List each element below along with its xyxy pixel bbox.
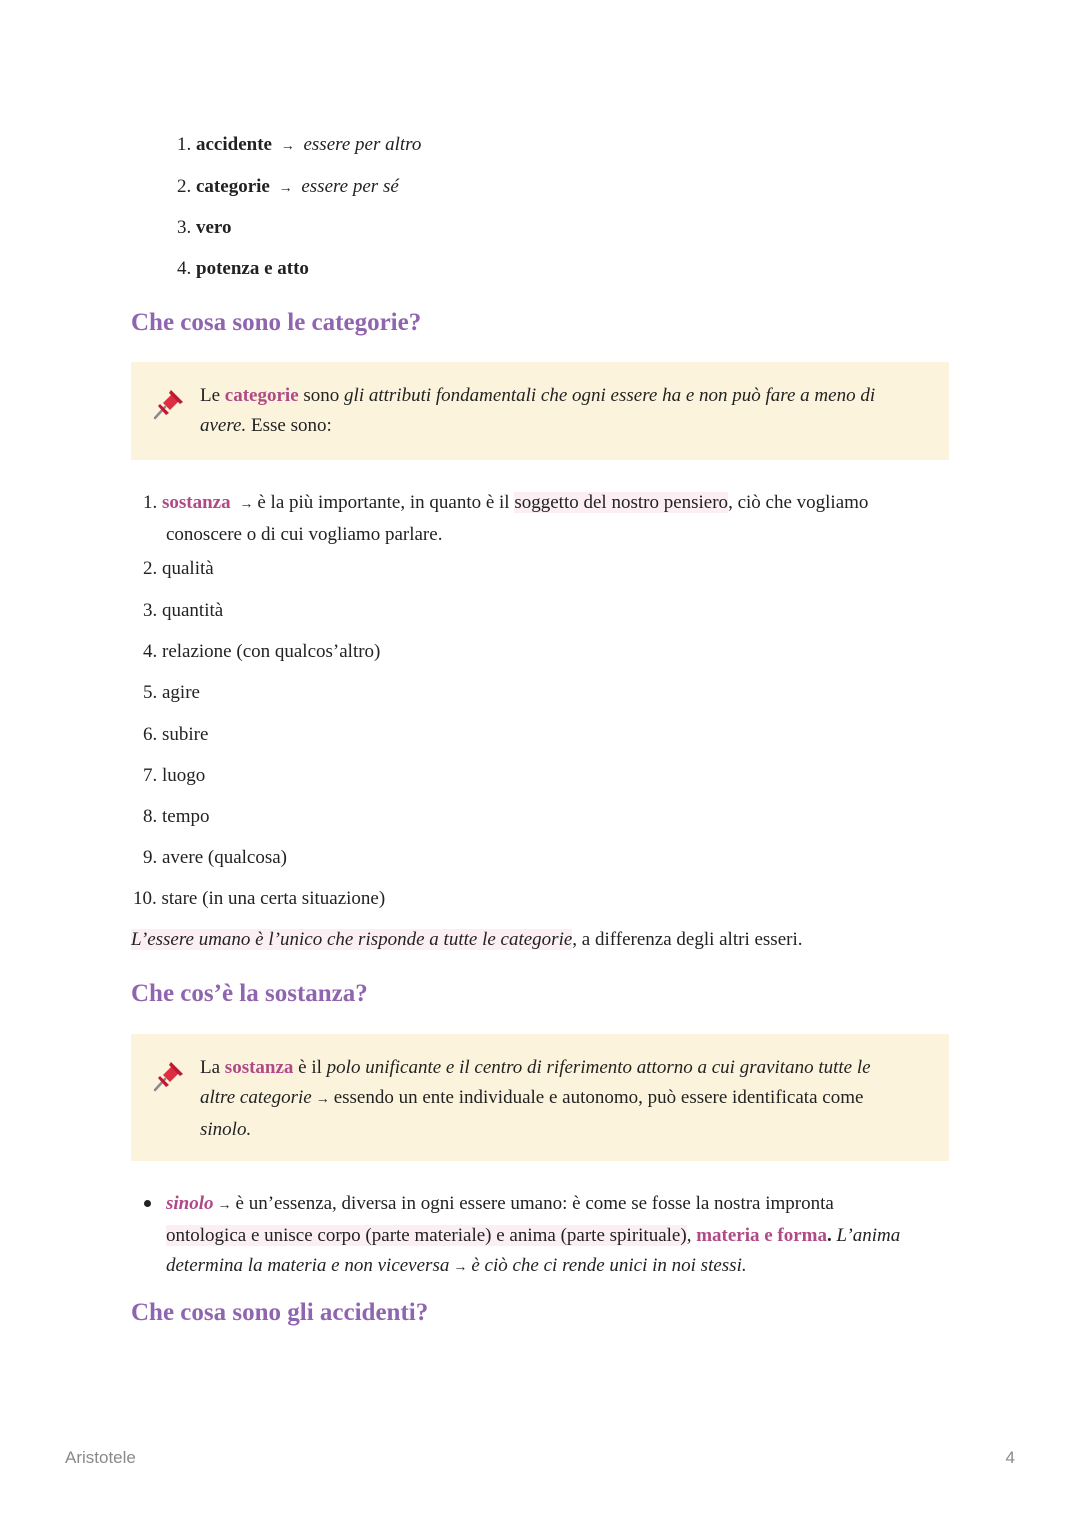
arrow-icon: → xyxy=(315,1092,330,1107)
list-term: potenza e atto xyxy=(196,258,309,279)
list-item: 3. vero xyxy=(177,217,232,238)
page-number: 4 xyxy=(1005,1448,1015,1467)
footer-title: Aristotele xyxy=(65,1448,136,1467)
list-desc: essere per sé xyxy=(301,176,399,197)
list-term: accidente xyxy=(196,134,272,155)
callout-box xyxy=(131,1034,949,1161)
list-item: 10. stare (in una certa situazione) xyxy=(133,888,386,909)
conclusion-paragraph: L’essere umano è l’unico che risponde a tutte le categorie, a differenza degli altri esseri. xyxy=(131,929,803,950)
bullet-icon xyxy=(144,1200,151,1207)
arrow-icon: → xyxy=(280,139,295,154)
section-heading: Che cos’è la sostanza? xyxy=(131,980,368,1007)
list-item: 7. luogo xyxy=(143,765,206,786)
list-item: 5. agire xyxy=(143,682,200,703)
arrow-icon: → xyxy=(278,181,293,196)
pushpin-icon xyxy=(151,1058,187,1094)
list-item: 8. tempo xyxy=(143,806,210,827)
list-item: 4. potenza e atto xyxy=(177,258,309,279)
highlight-term: sinolo xyxy=(166,1193,214,1214)
highlight-term: sostanza xyxy=(162,492,231,513)
list-item: 1. accidente → essere per altro xyxy=(177,134,422,155)
arrow-icon: → xyxy=(453,1260,468,1275)
callout-text: La sostanza è il polo unificante e il centro di riferimento attorno a cui gravitano tutte le altre categorie → essendo un ente individuale e autonomo, può essere identificata come sinolo. xyxy=(200,1057,871,1140)
section-heading: Che cosa sono gli accidenti? xyxy=(131,1299,429,1326)
list-item: 4. relazione (con qualcos’altro) xyxy=(143,641,381,662)
callout-text: Le categorie sono gli attributi fondamentali che ogni essere ha e non può fare a meno di avere. Esse sono: xyxy=(200,385,876,436)
list-item: 6. subire xyxy=(143,724,209,745)
list-item: 1. sostanza → è la più importante, in quanto è il soggetto del nostro pensiero, ciò che vogliamo conoscere o di cui vogliamo parlare. xyxy=(143,492,869,545)
list-term: vero xyxy=(196,217,232,238)
highlighted-text: ontologica e unisce corpo (parte materiale) e anima (parte spirituale) xyxy=(166,1225,687,1246)
pushpin-icon xyxy=(151,386,187,422)
bullet-item: sinolo → è un’essenza, diversa in ogni essere umano: è come se fosse la nostra impronta ontologica e unisce corpo (parte materiale) e anima (parte spirituale), materia e forma. L’anima determina la materia e non viceversa → è ciò che ci rende unici in noi stessi. xyxy=(143,1189,943,1283)
callout-box xyxy=(131,362,949,460)
list-item: 2. qualità xyxy=(143,558,214,579)
highlight-term: categorie xyxy=(224,385,299,406)
highlight-term: materia e forma xyxy=(696,1225,828,1246)
list-item: 9. avere (qualcosa) xyxy=(143,847,288,868)
section-heading: Che cosa sono le categorie? xyxy=(131,309,422,336)
list-item: 2. categorie → essere per sé xyxy=(177,176,399,197)
arrow-icon: → xyxy=(239,497,254,512)
list-term: categorie xyxy=(196,176,270,197)
list-desc: essere per altro xyxy=(303,134,422,155)
highlighted-text: soggetto del nostro pensiero xyxy=(514,492,729,513)
list-item: 3. quantità xyxy=(143,600,224,621)
highlighted-text: L’essere umano è l’unico che risponde a tutte le categorie xyxy=(131,929,573,950)
arrow-icon: → xyxy=(217,1198,232,1213)
highlight-term: sostanza xyxy=(224,1057,294,1078)
